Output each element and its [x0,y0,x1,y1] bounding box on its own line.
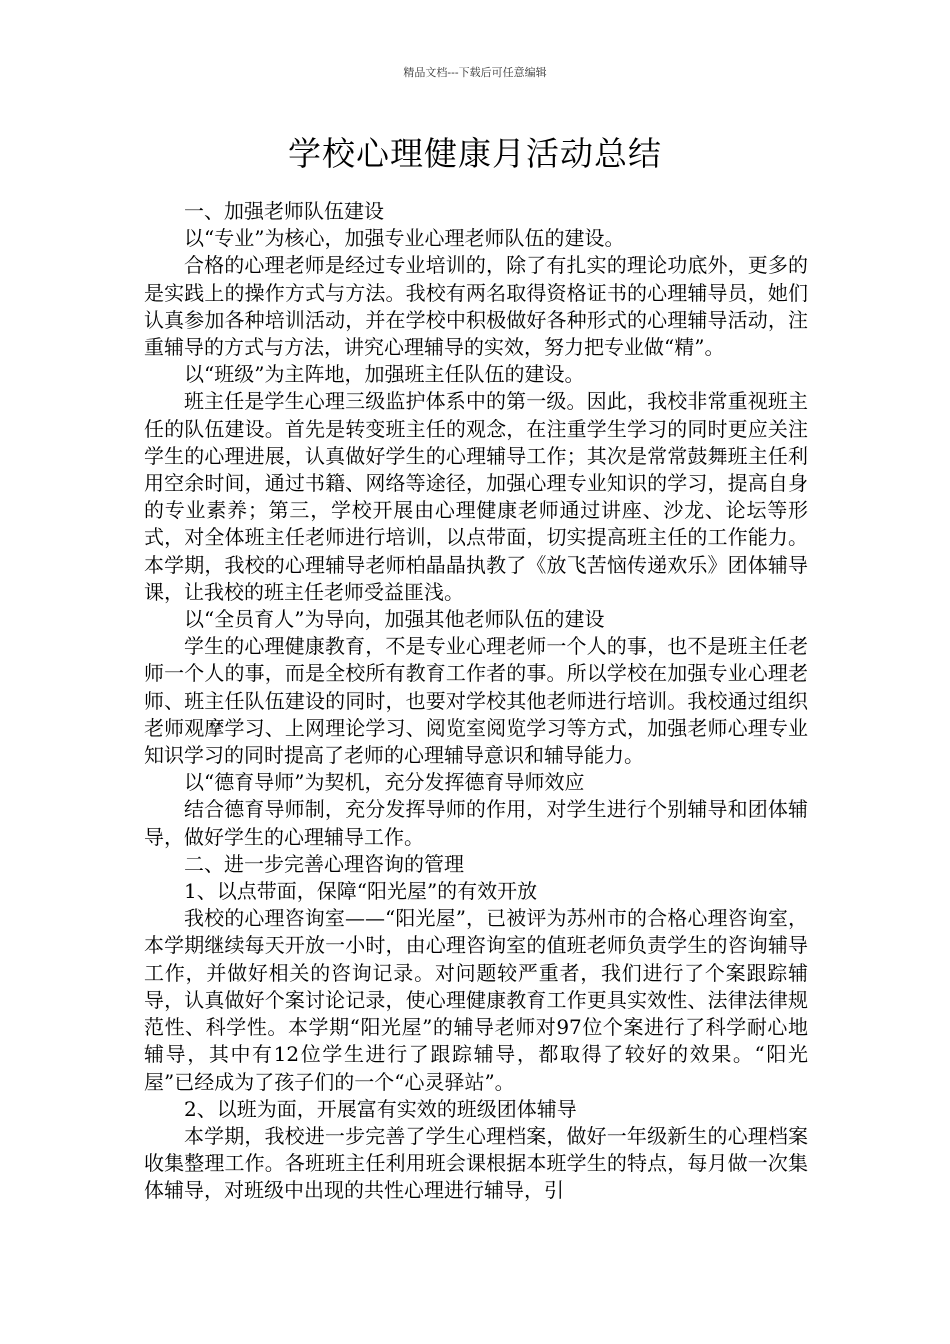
subheading: 以“德育导师”为契机，充分发挥德育导师效应 [184,770,585,795]
header-note: 精品文档---下载后可任意编辑 [403,66,547,79]
paragraph: 本学期，我校进一步完善了学生心理档案，做好一年级新生的心理档案收集整理工作。各班班主任利用班会课根据本班学生的特点，每月做一次集体辅导，对班级中出现的共性心理进行辅导，引 [144,1123,808,1203]
subheading: 以“班级”为主阵地，加强班主任队伍的建设。 [184,362,585,387]
subheading: 以“专业”为核心，加强专业心理老师队伍的建设。 [184,226,625,251]
document-title: 学校心理健康月活动总结 [288,134,662,173]
document-body [144,198,808,1205]
section-heading: 二、进一步完善心理咨询的管理 [184,851,464,876]
paragraph: 班主任是学生心理三级监护体系中的第一级。因此，我校非常重视班主任的队伍建设。首先是转变班主任的观念，在注重学生学习的同时更应关注学生的心理进展，认真做好学生的心理辅导工作；其次是常常鼓舞班主任利用空余时间，通过书籍、网络等途径，加强心理专业知识的学习，提高自身的专业素养；第三，学校开展由心理健康老师通过讲座、沙龙、论坛等形式，对全体班主任老师进行培训，以点带面，切实提高班主任的工作能力。本学期，我校的心理辅导老师柏晶晶执教了《放飞苦恼传递欢乐》团体辅导课，让我校的班主任老师受益匪浅。 [144,389,808,604]
paragraph: 我校的心理咨询室——“阳光屋”，已被评为苏州市的合格心理咨询室，本学期继续每天开放一小时，由心理咨询室的值班老师负责学生的咨询辅导工作，并做好相关的咨询记录。对问题较严重者，我们进行了个案跟踪辅导，认真做好个案讨论记录，使心理健康教育工作更具实效性、法律法律规范性、科学性。本学期“阳光屋”的辅导老师对97位个案进行了科学耐心地辅导，其中有12位学生进行了跟踪辅导，都取得了较好的效果。“阳光屋”已经成为了孩子们的一个“心灵驿站”。 [144,906,808,1094]
subheading: 以“全员育人”为导向，加强其他老师队伍的建设 [184,607,605,632]
subheading: 1、以点带面，保障“阳光屋”的有效开放 [184,879,538,904]
section-heading: 一、加强老师队伍建设 [184,199,384,223]
paragraph: 结合德育导师制，充分发挥导师的作用，对学生进行个别辅导和团体辅导，做好学生的心理辅导工作。 [144,797,808,849]
paragraph: 学生的心理健康教育，不是专业心理老师一个人的事，也不是班主任老师一个人的事，而是全校所有教育工作者的事。所以学校在加强专业心理老师、班主任队伍建设的同时，也要对学校其他老师进行培训。我校通过组织老师观摩学习、上网理论学习、阅览室阅览学习等方式，加强老师心理专业知识学习的同时提高了老师的心理辅导意识和辅导能力。 [144,634,808,768]
subheading: 2、以班为面，开展富有实效的班级团体辅导 [184,1096,577,1121]
paragraph: 合格的心理老师是经过专业培训的，除了有扎实的理论功底外，更多的是实践上的操作方式与方法。我校有两名取得资格证书的心理辅导员，她们认真参加各种培训活动，并在学校中积极做好各种形式的心理辅导活动，注重辅导的方式与方法，讲究心理辅导的实效，努力把专业做“精”。 [144,253,808,360]
